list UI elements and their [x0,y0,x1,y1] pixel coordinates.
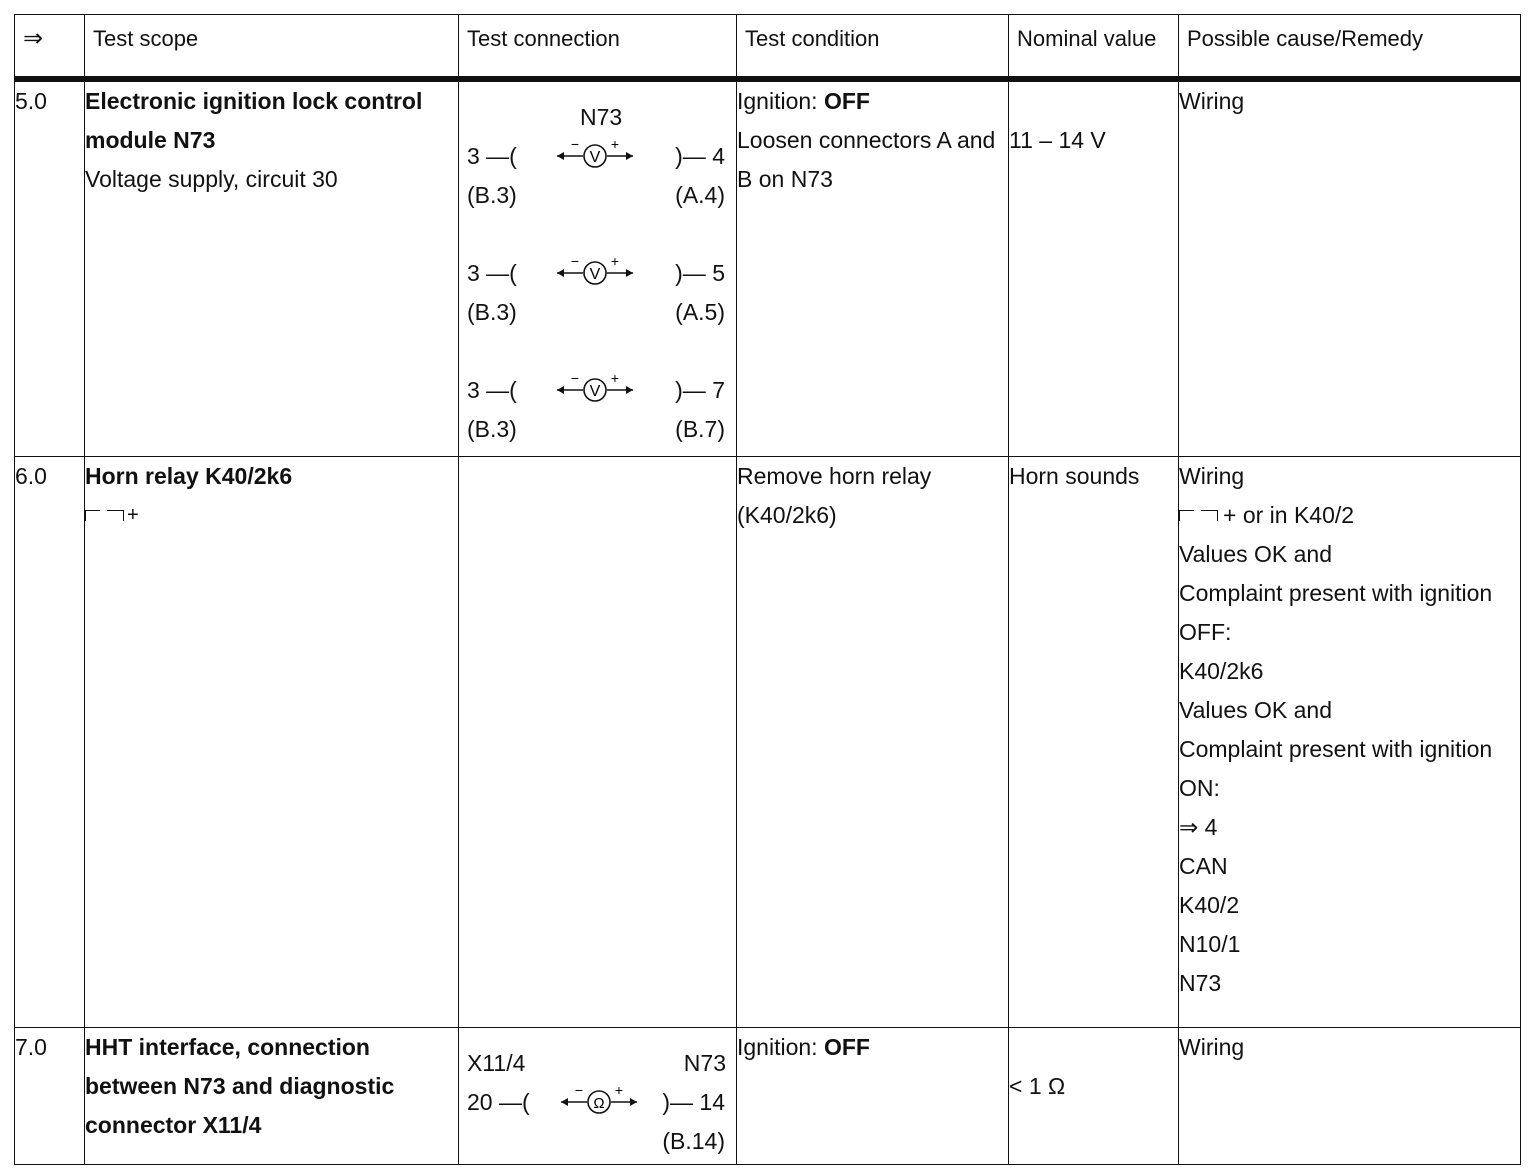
right-pin: )— 7 [675,376,725,403]
test-condition-cell [737,1027,1009,1164]
connection-diagram [467,371,725,449]
table-row [15,456,1521,1027]
cause-line: Complaint present with ignition [1179,579,1493,606]
cause-line: N10/1 [1179,930,1241,957]
cause-line: K40/2k6 [1179,657,1264,684]
scope-title: Electronic ignition lock control [85,87,423,114]
possible-cause-cell [1179,79,1521,457]
right-pin: )— 5 [675,259,725,286]
condition-line: B on N73 [737,165,833,192]
header-nominal-value: Nominal value [1009,15,1179,79]
cause-line: Complaint present with ignition [1179,735,1493,762]
right-pin-sub: (B.14) [662,1127,725,1154]
test-condition-cell [737,79,1009,457]
condition-line: Ignition: OFF [737,1033,870,1060]
scope-title: module N73 [85,126,216,153]
connection-diagram [467,1083,725,1161]
connection-left-header: X11/4 [467,1049,526,1076]
test-table [14,14,1521,1165]
scope-title: Horn relay K40/2k6 [85,462,293,489]
scope-title: between N73 and diagnostic [85,1072,395,1099]
nominal-value-cell [1009,456,1179,1027]
relay-bracket-icon: + [85,508,137,524]
row-number: 6.0 [15,456,85,1027]
cause-line: ON: [1179,774,1220,801]
test-scope-cell [85,79,459,457]
nominal-value-cell [1009,1027,1179,1164]
connection-diagram [467,254,725,332]
voltmeter-icon [555,141,635,171]
voltmeter-icon [555,375,635,405]
test-connection-cell [459,79,737,457]
right-pin-sub: (B.7) [675,415,725,442]
svg-text:+: + [610,140,620,152]
possible-cause-cell [1179,1027,1521,1164]
relay-symbol [85,496,458,535]
svg-text:−: − [570,374,580,386]
svg-text:+: + [610,374,620,386]
right-pin-sub: (A.5) [675,298,725,325]
svg-text:V: V [589,148,601,166]
test-connection-cell [459,456,737,1027]
svg-text:−: − [570,257,580,269]
scope-subtitle: Voltage supply, circuit 30 [85,165,338,192]
cause-line: Wiring [1179,462,1245,489]
svg-text:V: V [589,382,601,400]
table-row [15,1027,1521,1164]
header-test-connection: Test connection [459,15,737,79]
table-row [15,79,1521,457]
cause-line: K40/2 [1179,891,1240,918]
right-pin: )— 14 [662,1088,725,1115]
voltmeter-icon [555,258,635,288]
left-pin: 3 —( [467,259,517,286]
svg-text:V: V [589,265,601,283]
svg-text:−: − [570,140,580,152]
cause-line: OFF: [1179,618,1232,645]
scope-title: HHT interface, connection [85,1033,370,1060]
ohmmeter-icon [559,1087,639,1117]
right-pin: )— 4 [675,142,725,169]
row-number: 7.0 [15,1027,85,1164]
table-header-row [15,15,1521,79]
condition-line: (K40/2k6) [737,501,837,528]
left-pin-sub: (B.3) [467,181,517,208]
cause-line: N73 [1179,969,1222,996]
left-pin: 20 —( [467,1088,530,1115]
connection-header: N73 [580,103,623,130]
test-condition-cell [737,456,1009,1027]
cause-line: Values OK and [1179,540,1333,567]
svg-text:+: + [614,1086,624,1098]
svg-text:−: − [574,1086,584,1098]
test-scope-cell [85,1027,459,1164]
row-number: 5.0 [15,79,85,457]
cause-line: CAN [1179,852,1228,879]
left-pin: 3 —( [467,142,517,169]
nominal-value: Horn sounds [1009,462,1140,489]
nominal-value: 11 – 14 V [1009,126,1106,153]
cause-line: Wiring [1179,87,1245,114]
possible-cause-cell [1179,456,1521,1027]
scope-title: connector X11/4 [85,1111,262,1138]
svg-text:+: + [610,257,620,269]
connection-right-header: N73 [683,1049,726,1076]
header-arrow: ⇒ [15,15,85,79]
left-pin-sub: (B.3) [467,415,517,442]
condition-line: Loosen connectors A and [737,126,996,153]
relay-bracket-icon [1179,508,1223,524]
left-pin-sub: (B.3) [467,298,517,325]
cause-line: + or in K40/2 [1179,496,1520,535]
header-test-condition: Test condition [737,15,1009,79]
nominal-value: < 1 Ω [1009,1072,1066,1099]
cause-line: Values OK and [1179,696,1333,723]
condition-line: Ignition: OFF [737,87,870,114]
test-scope-cell [85,456,459,1027]
cause-line: Wiring [1179,1033,1245,1060]
connection-diagram [467,137,725,215]
right-pin-sub: (A.4) [675,181,725,208]
left-pin: 3 —( [467,376,517,403]
header-test-scope: Test scope [85,15,459,79]
svg-text:Ω: Ω [593,1094,605,1112]
nominal-value-cell [1009,79,1179,457]
condition-line: Remove horn relay [737,462,932,489]
header-possible-cause: Possible cause/Remedy [1179,15,1521,79]
test-connection-cell [459,1027,737,1164]
cause-line: ⇒ 4 [1179,813,1218,840]
